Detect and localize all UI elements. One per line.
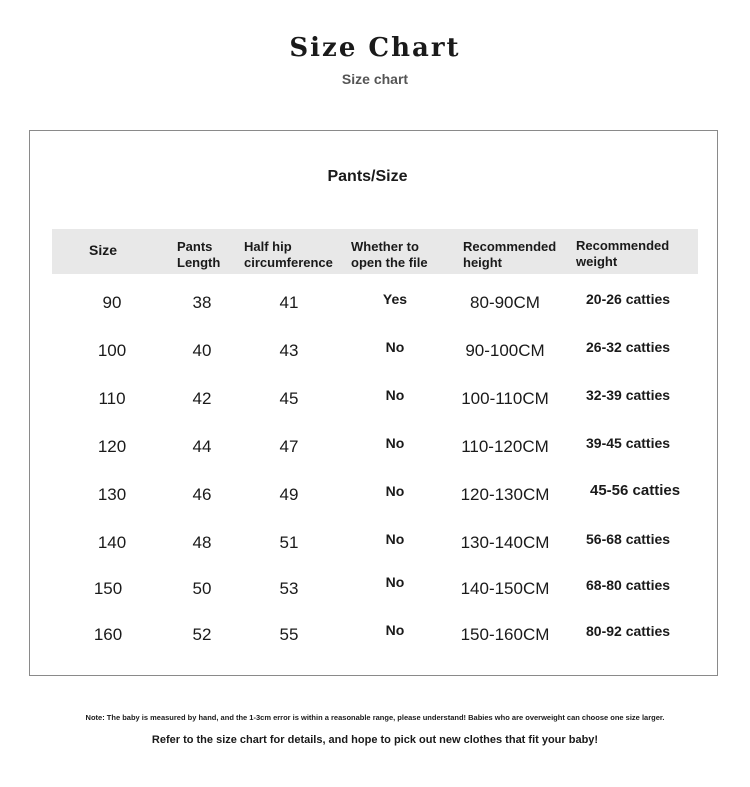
cell-recommended-height: 150-160CM [460, 625, 550, 644]
cell-recommended-weight: 56-68 catties [586, 531, 671, 547]
cell-pants-length: 42 [192, 389, 212, 408]
cell-open-file: No [385, 435, 405, 451]
header-open-file-line1: Whether to [351, 239, 419, 254]
cell-recommended-height: 140-150CM [460, 579, 550, 598]
header-recommended-height-line2: height [463, 255, 502, 270]
header-pants-length [177, 239, 220, 271]
footer-text: Refer to the size chart for details, and hope to pick out new clothes that fit your baby! [151, 734, 599, 746]
cell-recommended-weight: 39-45 catties [586, 435, 671, 451]
cell-recommended-weight: 32-39 catties [586, 387, 671, 403]
cell-recommended-weight: 45-56 catties [590, 482, 681, 499]
table-row [0, 480, 750, 510]
cell-half-hip: 55 [279, 625, 299, 644]
cell-half-hip: 53 [279, 579, 299, 598]
cell-pants-length: 50 [192, 579, 212, 598]
table-row [0, 336, 750, 366]
header-open-file-line2: open the file [351, 255, 428, 270]
cell-pants-length: 46 [192, 485, 212, 504]
header-half-hip [244, 239, 333, 271]
header-pants-length-line2: Length [177, 255, 221, 270]
cell-half-hip: 49 [279, 485, 299, 504]
header-recommended-weight-line1: Recommended [576, 238, 670, 253]
table-row [0, 384, 750, 414]
cell-size: 120 [97, 437, 127, 456]
cell-recommended-weight: 20-26 catties [586, 291, 671, 307]
table-row [0, 528, 750, 558]
cell-pants-length: 44 [192, 437, 212, 456]
table-row [0, 288, 750, 318]
cell-recommended-height: 90-100CM [465, 341, 545, 360]
table-title: Pants/Size [327, 168, 408, 185]
cell-open-file: Yes [382, 291, 408, 307]
cell-recommended-height: 100-110CM [461, 389, 549, 408]
header-half-hip-line1: Half hip [244, 239, 292, 254]
cell-pants-length: 40 [192, 341, 212, 360]
cell-recommended-weight: 26-32 catties [586, 339, 671, 355]
cell-half-hip: 51 [279, 533, 299, 552]
page-subtitle: Size chart [341, 71, 409, 87]
cell-size: 130 [97, 485, 127, 504]
cell-pants-length: 52 [192, 625, 212, 644]
cell-open-file: No [385, 622, 405, 638]
header-recommended-height [463, 239, 556, 271]
measurement-note: Note: The baby is measured by hand, and the 1-3cm error is within a reasonable range, please understand! Babies who are overweight can choose one size larger. [85, 713, 665, 722]
cell-pants-length: 38 [192, 293, 212, 312]
cell-recommended-height: 120-130CM [460, 485, 550, 504]
header-recommended-height-line1: Recommended [463, 239, 557, 254]
cell-open-file: No [385, 483, 405, 499]
cell-open-file: No [385, 339, 405, 355]
cell-size: 150 [93, 579, 123, 598]
cell-size: 90 [102, 293, 122, 312]
cell-recommended-height: 110-120CM [461, 437, 549, 456]
cell-open-file: No [385, 387, 405, 403]
cell-pants-length: 48 [192, 533, 212, 552]
table-row [0, 620, 750, 650]
cell-recommended-height: 80-90CM [470, 293, 540, 312]
table-row [0, 432, 750, 462]
page-title: Size Chart [289, 33, 461, 63]
header-recommended-weight [576, 238, 669, 270]
header-open-file [351, 239, 428, 271]
cell-size: 110 [98, 389, 126, 408]
cell-half-hip: 45 [279, 389, 299, 408]
cell-half-hip: 47 [279, 437, 299, 456]
header-size: Size [89, 242, 118, 258]
header-recommended-weight-line2: weight [576, 254, 618, 269]
header-half-hip-line2: circumference [244, 255, 333, 270]
cell-size: 160 [93, 625, 123, 644]
cell-recommended-weight: 80-92 catties [586, 623, 671, 639]
cell-recommended-height: 130-140CM [460, 533, 550, 552]
cell-half-hip: 43 [279, 341, 299, 360]
cell-half-hip: 41 [279, 293, 299, 312]
table-row [0, 574, 750, 604]
cell-open-file: No [385, 574, 405, 590]
cell-open-file: No [385, 531, 405, 547]
cell-recommended-weight: 68-80 catties [586, 577, 671, 593]
header-pants-length-line1: Pants [177, 239, 213, 254]
cell-size: 140 [97, 533, 127, 552]
cell-size: 100 [97, 341, 127, 360]
